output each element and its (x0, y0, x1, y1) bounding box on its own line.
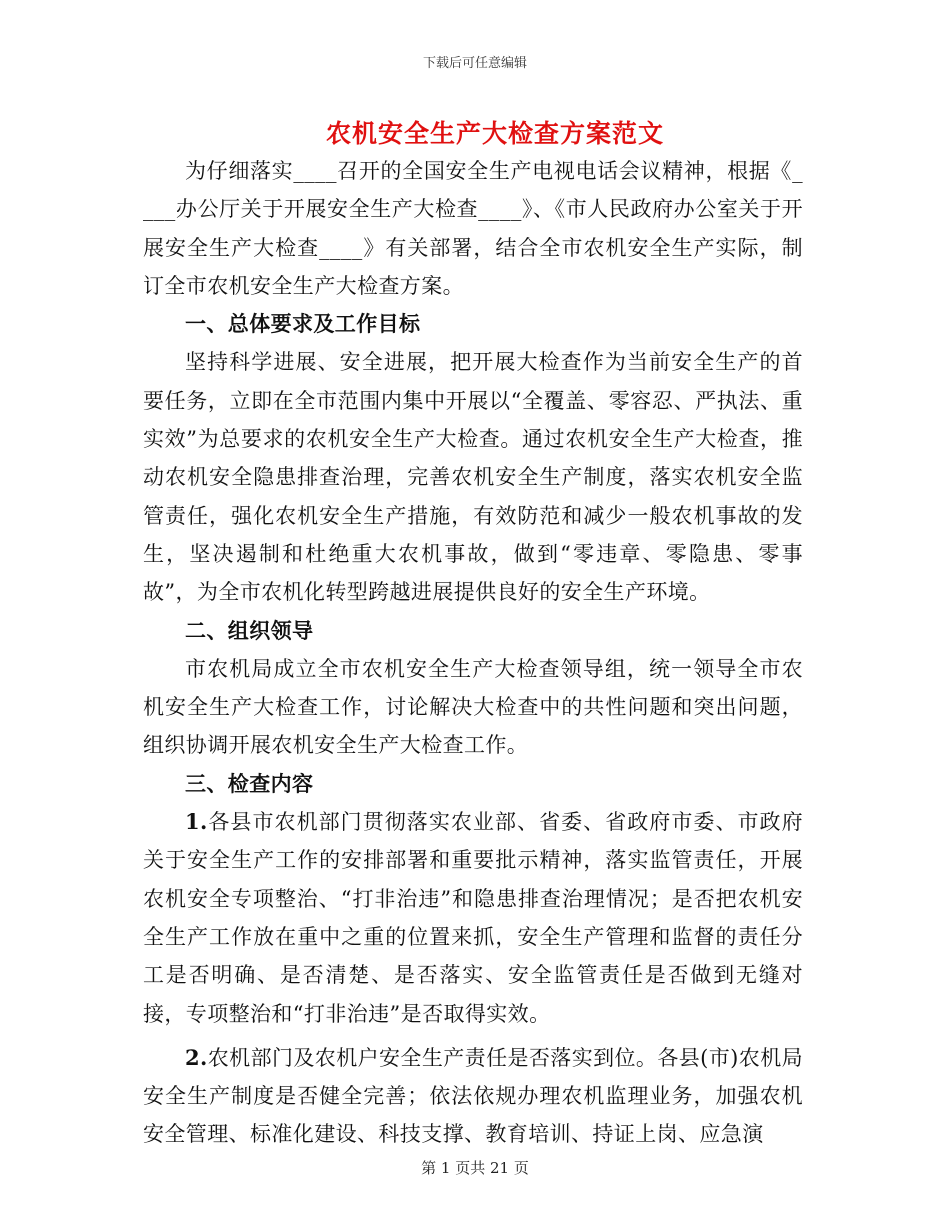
intro-paragraph: 为仔细落实____召开的全国安全生产电视电话会议精神，根据《____办公厅关于开展安全生产大检查____》、《市人民政府办公室关于开展安全生产大检查____》有关部署，结合全市农机安全生产实际，制订全市农机安全生产大检查方案。 (143, 159, 803, 298)
item-text: 农机部门及农机户安全生产责任是否落实到位。各县(市)农机局安全生产制度是否健全完善；依法依规办理农机监理业务，加强农机安全管理、标准化建设、科技支撑、教育培训、持证上岗、应急演 (143, 1045, 803, 1147)
inspection-item-1 (143, 803, 803, 1033)
page-footer-pagination: 第 1 页共 21 页 (421, 1159, 529, 1177)
organization-paragraph: 市农机局成立全市农机安全生产大检查领导组，统一领导全市农机安全生产大检查工作，讨论解决大检查中的共性问题和突出问题，组织协调开展农机安全生产大检查工作。 (143, 656, 803, 758)
section-heading-inspection-content: 三、检查内容 (185, 770, 314, 796)
inspection-item-2 (143, 1039, 803, 1154)
page-header-note: 下载后可任意编辑 (422, 56, 527, 71)
document-title: 农机安全生产大检查方案范文 (325, 119, 664, 148)
item-number: 2. (185, 1044, 208, 1070)
item-number: 1. (185, 809, 208, 835)
item-text: 各县市农机部门贯彻落实农业部、省委、省政府市委、市政府关于安全生产工作的安排部署和重要批示精神，落实监管责任，开展农机安全专项整治、“打非治违”和隐患排查治理情况；是否把农机安全生产工作放在重中之重的位置来抓，安全生产管理和监督的责任分工是否明确、是否清楚、是否落实、安全监管责任是否做到无缝对接，专项整治和“打非治违”是否取得实效。 (143, 810, 803, 1026)
section-heading-organization: 二、组织领导 (185, 617, 314, 643)
document-body (143, 152, 803, 1154)
section-heading-general: 一、总体要求及工作目标 (185, 311, 421, 337)
general-requirements-paragraph: 坚持科学进展、安全进展，把开展大检查作为当前安全生产的首要任务，立即在全市范围内集中开展以“全覆盖、零容忍、严执法、重实效”为总要求的农机安全生产大检查。通过农机安全生产大检查，推动农机安全隐患排查治理，完善农机安全生产制度，落实农机安全监管责任，强化农机安全生产措施，有效防范和减少一般农机事故的发生，坚决遏制和杜绝重大农机事故，做到“零违章、零隐患、零事故”，为全市农机化转型跨越进展提供良好的安全生产环境。 (143, 350, 803, 605)
